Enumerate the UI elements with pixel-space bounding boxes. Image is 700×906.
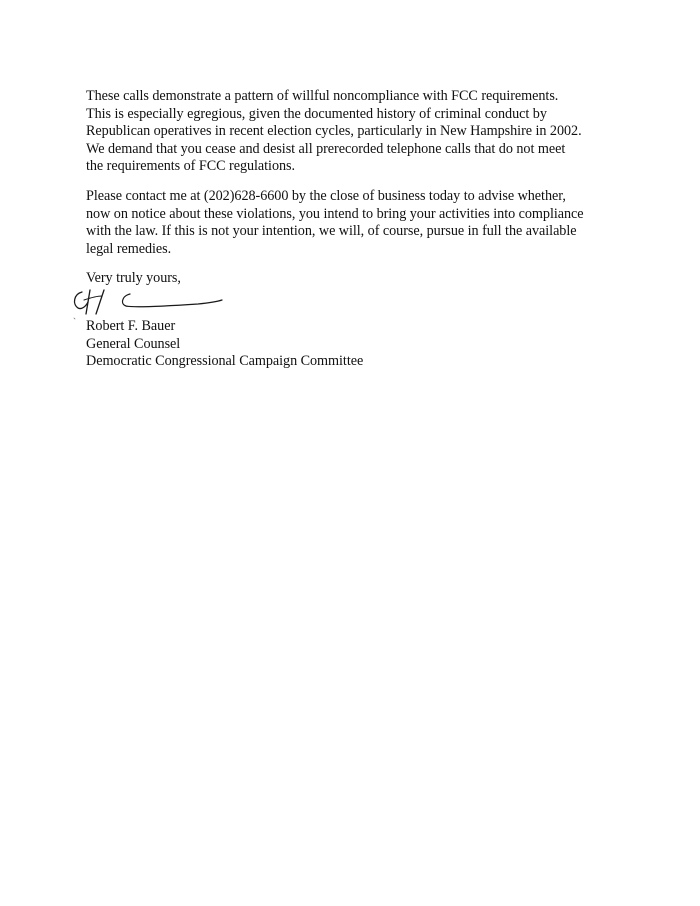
signer-name: Robert F. Bauer	[86, 318, 176, 334]
paragraph-contact-request	[86, 188, 626, 258]
paragraph-line: This is especially egregious, given the documented history of criminal conduct by	[86, 105, 547, 122]
paragraph-line: legal remedies.	[86, 240, 172, 257]
paragraph-line: These calls demonstrate a pattern of willful noncompliance with FCC requirements.	[86, 88, 559, 104]
paragraph-line: now on notice about these violations, you intend to bring your activities into compliance	[86, 205, 584, 222]
paragraph-line: We demand that you cease and desist all prerecorded telephone calls that do not meet	[86, 140, 566, 157]
signer-title: General Counsel	[86, 335, 181, 352]
paragraph-compliance	[86, 88, 626, 176]
signature-block	[86, 318, 626, 371]
paragraph-line: Please contact me at (202)628-6600 by the close of business today to advise whether,	[86, 188, 566, 204]
closing-line: Very truly yours,	[86, 270, 181, 286]
paragraph-line: Republican operatives in recent election cycles, particularly in New Hampshire in 2002.	[86, 123, 582, 140]
paragraph-line: with the law. If this is not your intention, we will, of course, pursue in full the available	[86, 223, 577, 240]
signer-organization: Democratic Congressional Campaign Committee	[86, 353, 364, 370]
paragraph-line: the requirements of FCC regulations.	[86, 158, 296, 175]
handwritten-signature	[68, 284, 228, 320]
